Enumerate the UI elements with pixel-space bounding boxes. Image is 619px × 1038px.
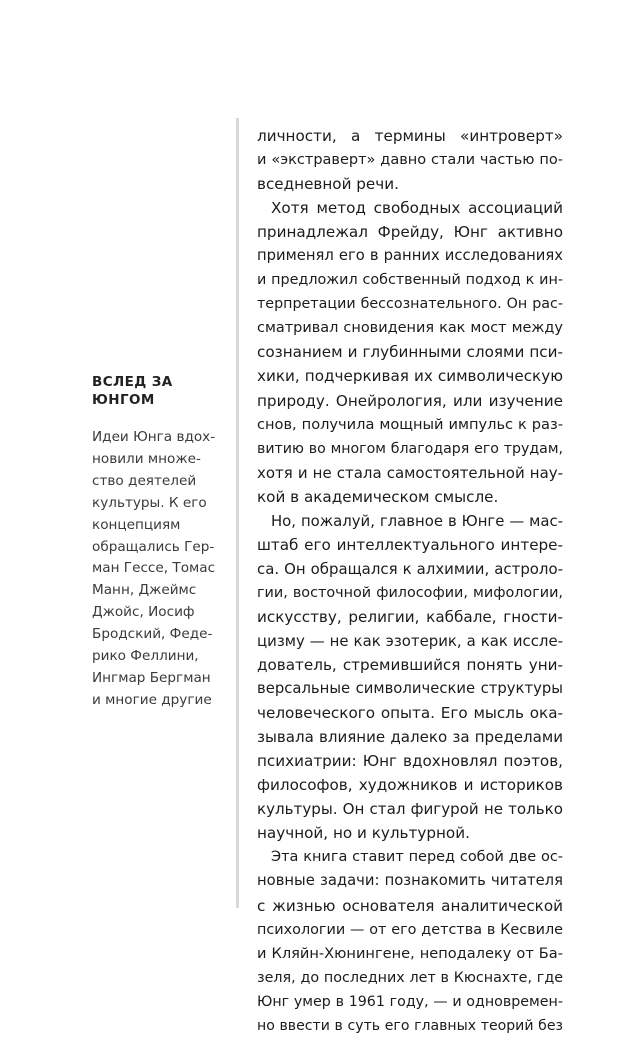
sidebar-line: обращались Гер- — [92, 538, 215, 555]
text-line: природу. Онейрология, или изучение — [257, 391, 563, 410]
text-line: цизму — не как эзотерик, а как иссле- — [257, 631, 563, 650]
column-divider — [236, 118, 239, 908]
text-line: витию во многом благодаря его трудам, — [257, 440, 563, 457]
text-line: психиатрии: Юнг вдохновлял поэтов, — [257, 752, 563, 771]
sidebar-line: Манн, Джеймс — [92, 582, 197, 599]
sidebar-line: культуры. К его — [92, 494, 207, 511]
text-line: хики, подчеркивая их символическую — [257, 367, 563, 386]
text-line: версальные символические структуры — [257, 680, 563, 698]
sidebar-line: ман Гессе, Томас — [92, 560, 216, 577]
text-line: искусству, религии, каббале, гности- — [257, 607, 563, 626]
text-line: гии, восточной философии, мифологии, — [257, 584, 563, 601]
paragraph-start-line: Эта книга ставит перед собой две ос- — [271, 849, 563, 866]
text-line: вседневной речи. — [257, 175, 399, 194]
sidebar-line: Идеи Юнга вдох- — [92, 429, 216, 445]
paragraph-start-line: Но, пожалуй, главное в Юнге — мас- — [271, 511, 563, 530]
text-line: терпретации бессознательного. Он рас- — [257, 296, 563, 313]
text-line: научной, но и культурной. — [257, 824, 470, 843]
sidebar-line: Джойс, Иосиф — [92, 604, 195, 621]
sidebar-line: ство деятелей — [92, 472, 197, 489]
text-line: философов, художников и историков — [257, 776, 563, 795]
text-line: сматривал сновидения как мост между — [257, 320, 563, 337]
text-line: са. Он обращался к алхимии, астроло- — [257, 559, 563, 578]
paragraph-start-line: Хотя метод свободных ассоциаций — [271, 199, 563, 218]
text-line: Юнг умер в 1961 году, — и одновремен- — [257, 993, 563, 1010]
sidebar-line: концепциям — [92, 516, 181, 533]
text-line: зывала влияние далеко за пределами — [257, 728, 563, 747]
text-line: культуры. Он стал фигурой не только — [257, 800, 563, 819]
text-line: штаб его интеллектуального интере- — [257, 535, 563, 554]
text-line: с жизнью основателя аналитической — [257, 896, 563, 915]
text-line: снов, получила мощный импульс к раз- — [257, 415, 563, 433]
sidebar-line: и многие другие — [92, 691, 212, 708]
text-line: кой в академическом смысле. — [257, 487, 499, 506]
text-line: человеческого опыта. Его мысль ока- — [257, 704, 563, 723]
text-line: личности, а термины «интроверт» — [257, 127, 563, 145]
sidebar-line: Ингмар Бергман — [92, 669, 211, 686]
text-line: зеля, до последних лет в Кюснахте, где — [257, 969, 563, 986]
text-line: дователь, стремившийся понять уни- — [257, 656, 563, 675]
text-line: принадлежал Фрейду, Юнг активно — [257, 223, 563, 242]
sidebar-line: рико Феллини, — [92, 648, 199, 665]
main-text-column — [257, 124, 563, 1038]
text-line: и предложил собственный подход к ин- — [257, 272, 563, 289]
text-line: но ввести в суть его главных теорий без — [257, 1017, 563, 1034]
text-line: новные задачи: познакомить читателя — [257, 872, 563, 890]
sidebar-title: ВСЛЕД ЗА ЮНГОМ — [92, 374, 173, 408]
sidebar-line: Бродский, Феде- — [92, 626, 213, 643]
text-line: сознанием и глубинными слоями пси- — [257, 343, 563, 362]
sidebar-text — [92, 427, 228, 712]
sidebar-note — [92, 373, 228, 712]
text-line: хотя и не стала самостоятельной нау- — [257, 463, 563, 482]
text-line: и Кляйн-Хюнингене, неподалеку от Ба- — [257, 944, 563, 962]
sidebar-line: новили множе- — [92, 450, 201, 467]
text-line: применял его в ранних исследованиях — [257, 247, 563, 265]
text-line: и «экстраверт» давно стали частью по- — [257, 152, 563, 169]
text-line: психологии — от его детства в Кесвиле — [257, 921, 563, 938]
